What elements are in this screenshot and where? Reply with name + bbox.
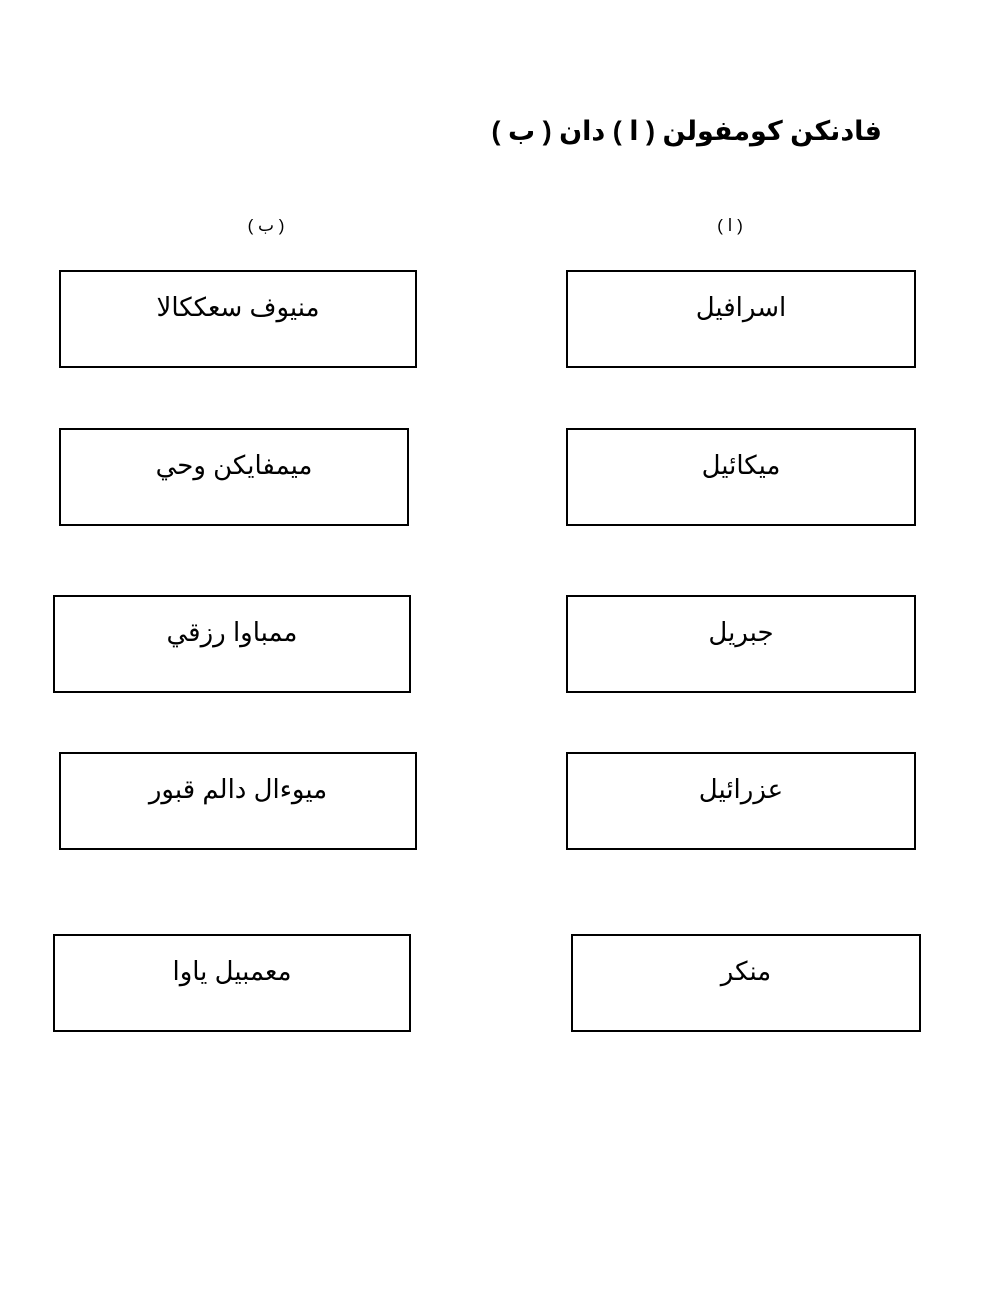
column-a-item: عزرائيل: [698, 774, 784, 804]
column-a-item: ميكائيل: [701, 450, 781, 480]
column-a-item: اسرافيل: [695, 292, 787, 322]
column-b-item: منيوف سعككالا: [156, 292, 320, 322]
column-b-box-5[interactable]: [53, 934, 411, 1032]
column-a-box-4[interactable]: [566, 752, 916, 850]
column-b-box-3[interactable]: [53, 595, 411, 693]
column-b-item: معمبيل ياوا: [172, 956, 292, 986]
worksheet-title: فادنكن كومفولن ( ا ) دان ( ب ): [491, 116, 882, 146]
column-b-item: ميوءال دالم قبور: [148, 774, 328, 804]
column-a-item: جبريل: [708, 617, 774, 647]
column-a-item: منكر: [720, 956, 772, 986]
column-b-box-1[interactable]: [59, 270, 417, 368]
column-a-box-5[interactable]: [571, 934, 921, 1032]
column-b-box-2[interactable]: [59, 428, 409, 526]
column-b-header: ( ب ): [247, 216, 285, 235]
column-b-item: ممباوا رزقي: [166, 617, 298, 647]
column-a-header: ( ا ): [717, 216, 743, 235]
column-a-box-2[interactable]: [566, 428, 916, 526]
column-b-box-4[interactable]: [59, 752, 417, 850]
column-a-box-3[interactable]: [566, 595, 916, 693]
column-b-item: ميمفايكن وحي: [155, 450, 313, 480]
column-a-box-1[interactable]: [566, 270, 916, 368]
